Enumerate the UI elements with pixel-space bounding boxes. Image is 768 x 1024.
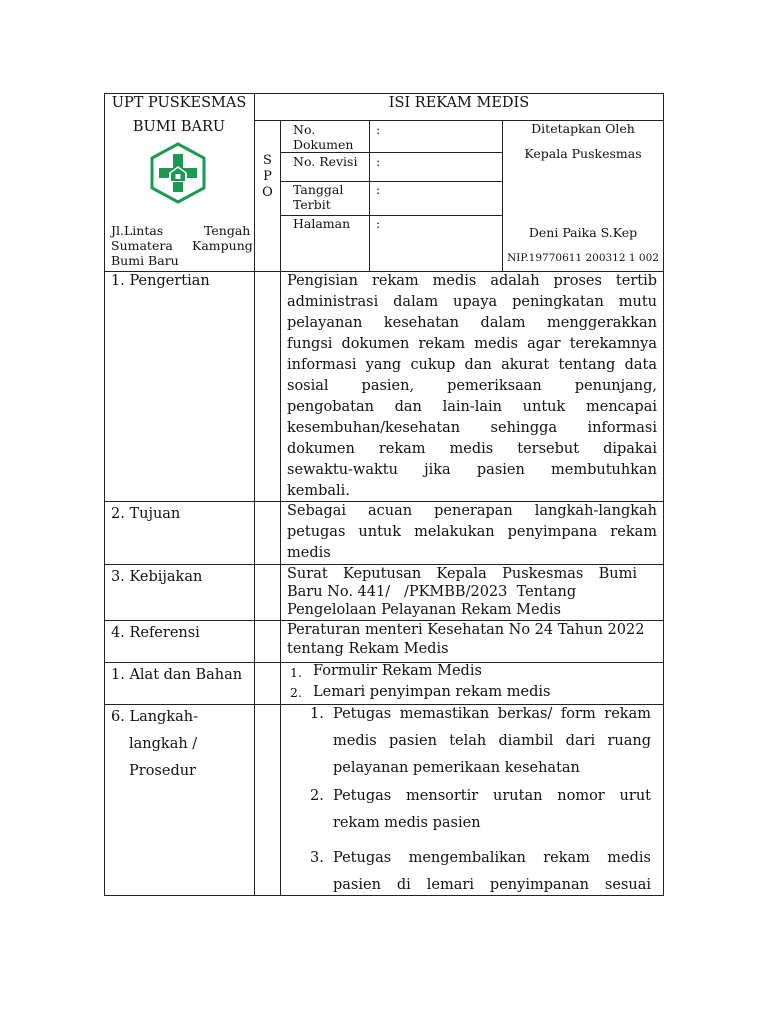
list-item-alat-2: Lemari penyimpan rekam medis	[313, 684, 551, 700]
step-number: 3.	[310, 850, 324, 866]
address-line2-a: Sumatera	[111, 238, 173, 253]
approval-line2: Kepala Puskesmas	[524, 146, 642, 161]
spo-letter-o: O	[262, 185, 273, 200]
address-line3: Bumi Baru	[111, 253, 179, 268]
spo-document	[104, 93, 664, 896]
text-line: Sebagai acuan penerapan langkah-langkah	[287, 503, 657, 519]
text-line: pengobatan dan lain-lain untuk mencapai	[287, 399, 657, 415]
section-label-tujuan: 2. Tujuan	[111, 506, 181, 522]
text-line: medis	[287, 545, 331, 561]
list-item-alat-1: Formulir Rekam Medis	[313, 663, 482, 679]
text-line: dokumen rekam medis tersebut dipakai	[287, 441, 657, 457]
section-label-prosedur-1: 6. Langkah-	[111, 709, 199, 725]
section-label-alat-bahan: 1. Alat dan Bahan	[111, 667, 243, 683]
field-halaman-value: :	[376, 216, 381, 231]
text-line: pelayanan kesehatan dalam menggerakkan	[287, 315, 657, 331]
field-tanggal-terbit-label-1: Tanggal	[293, 182, 344, 197]
field-label-divider	[369, 120, 370, 271]
section-text-pengertian	[287, 271, 657, 502]
section-label-pengertian: 1. Pengertian	[111, 273, 210, 289]
step-1-line-2: medis pasien telah diambil dari ruang	[333, 733, 651, 749]
text-line: fungsi dokumen rekam medis agar terekamnya	[287, 336, 657, 352]
puskesmas-logo	[147, 142, 209, 204]
field-row-divider-1	[280, 152, 502, 153]
step-number: 1.	[310, 706, 324, 722]
table-border-bottom	[104, 895, 664, 896]
org-name-line2: BUMI BARU	[132, 119, 226, 135]
approval-line1: Ditetapkan Oleh	[531, 121, 635, 136]
field-no-revisi-label: No. Revisi	[293, 154, 358, 169]
field-no-dokumen-value: :	[376, 122, 381, 137]
column-divider-1	[254, 93, 255, 896]
text-line: Pengisian rekam medis adalah proses tertib	[287, 273, 657, 289]
step-2-line-1: Petugas mensortir urutan nomor urut	[333, 788, 651, 804]
table-border-right	[663, 93, 664, 896]
section-label-prosedur-3: Prosedur	[129, 763, 196, 779]
text-line: Pengelolaan Pelayanan Rekam Medis	[287, 602, 561, 618]
list-item-number: 1.	[290, 665, 302, 680]
section-label-prosedur-2: langkah /	[129, 736, 198, 752]
section-text-referensi	[287, 621, 657, 659]
text-line: administrasi dalam upaya peningkatan mutu	[287, 294, 657, 310]
section-text-tujuan	[287, 501, 657, 564]
table-border-left	[104, 93, 105, 896]
step-2-line-2: rekam medis pasien	[333, 815, 481, 831]
step-number: 2.	[310, 788, 324, 804]
text-line: Peraturan menteri Kesehatan No 24 Tahun 2022	[287, 622, 645, 638]
section-label-referensi: 4. Referensi	[111, 625, 200, 641]
spo-letter-p: P	[263, 169, 272, 184]
text-line: Baru No. 441/ /PKMBB/2023 Tentang	[287, 584, 577, 600]
step-1-line-3: pelayanan pemerikaan kesehatan	[333, 760, 580, 776]
text-line: tentang Rekam Medis	[287, 641, 449, 657]
address-line1-a: Jl.Lintas	[111, 223, 164, 238]
spo-letter-s: S	[263, 153, 272, 168]
step-3-line-1: Petugas mengembalikan rekam medis	[333, 850, 651, 866]
list-item-number: 2.	[290, 685, 302, 700]
address-line2-b: Kampung	[192, 238, 253, 253]
field-tanggal-terbit-value: :	[376, 182, 381, 197]
document-title: ISI REKAM MEDIS	[388, 95, 530, 111]
signer-nip: NIP.19770611 200312 1 002	[507, 252, 659, 264]
text-line: sosial pasien, pemeriksaan penunjang,	[287, 378, 657, 394]
org-name-line1: UPT PUSKESMAS	[111, 95, 247, 111]
field-tanggal-terbit-label-2: Terbit	[293, 197, 331, 212]
text-line: sewaktu-waktu jika pasien membutuhkan	[287, 462, 657, 478]
section-text-kebijakan	[287, 565, 657, 619]
field-no-revisi-value: :	[376, 154, 381, 169]
field-no-dokumen-label-2: Dokumen	[293, 137, 354, 152]
step-3-line-2: pasien di lemari penyimpanan sesuai	[333, 877, 651, 893]
text-line: Surat Keputusan Kepala Puskesmas Bumi	[287, 566, 637, 582]
address-line1-b: Tengah	[204, 223, 251, 238]
step-1-line-1: Petugas memastikan berkas/ form rekam	[333, 706, 651, 722]
text-line: petugas untuk melakukan penyimpana rekam	[287, 524, 657, 540]
section-label-kebijakan: 3. Kebijakan	[111, 569, 203, 585]
field-no-dokumen-label-1: No.	[293, 122, 316, 137]
signer-name: Deni Paika S.Kep	[528, 225, 638, 240]
column-divider-2	[280, 120, 281, 896]
text-line: kesembuhan/kesehatan sehingga informasi	[287, 420, 657, 436]
field-halaman-label: Halaman	[293, 216, 351, 231]
text-line: kembali.	[287, 483, 350, 499]
text-line: informasi yang cukup dan akurat tentang data	[287, 357, 657, 373]
